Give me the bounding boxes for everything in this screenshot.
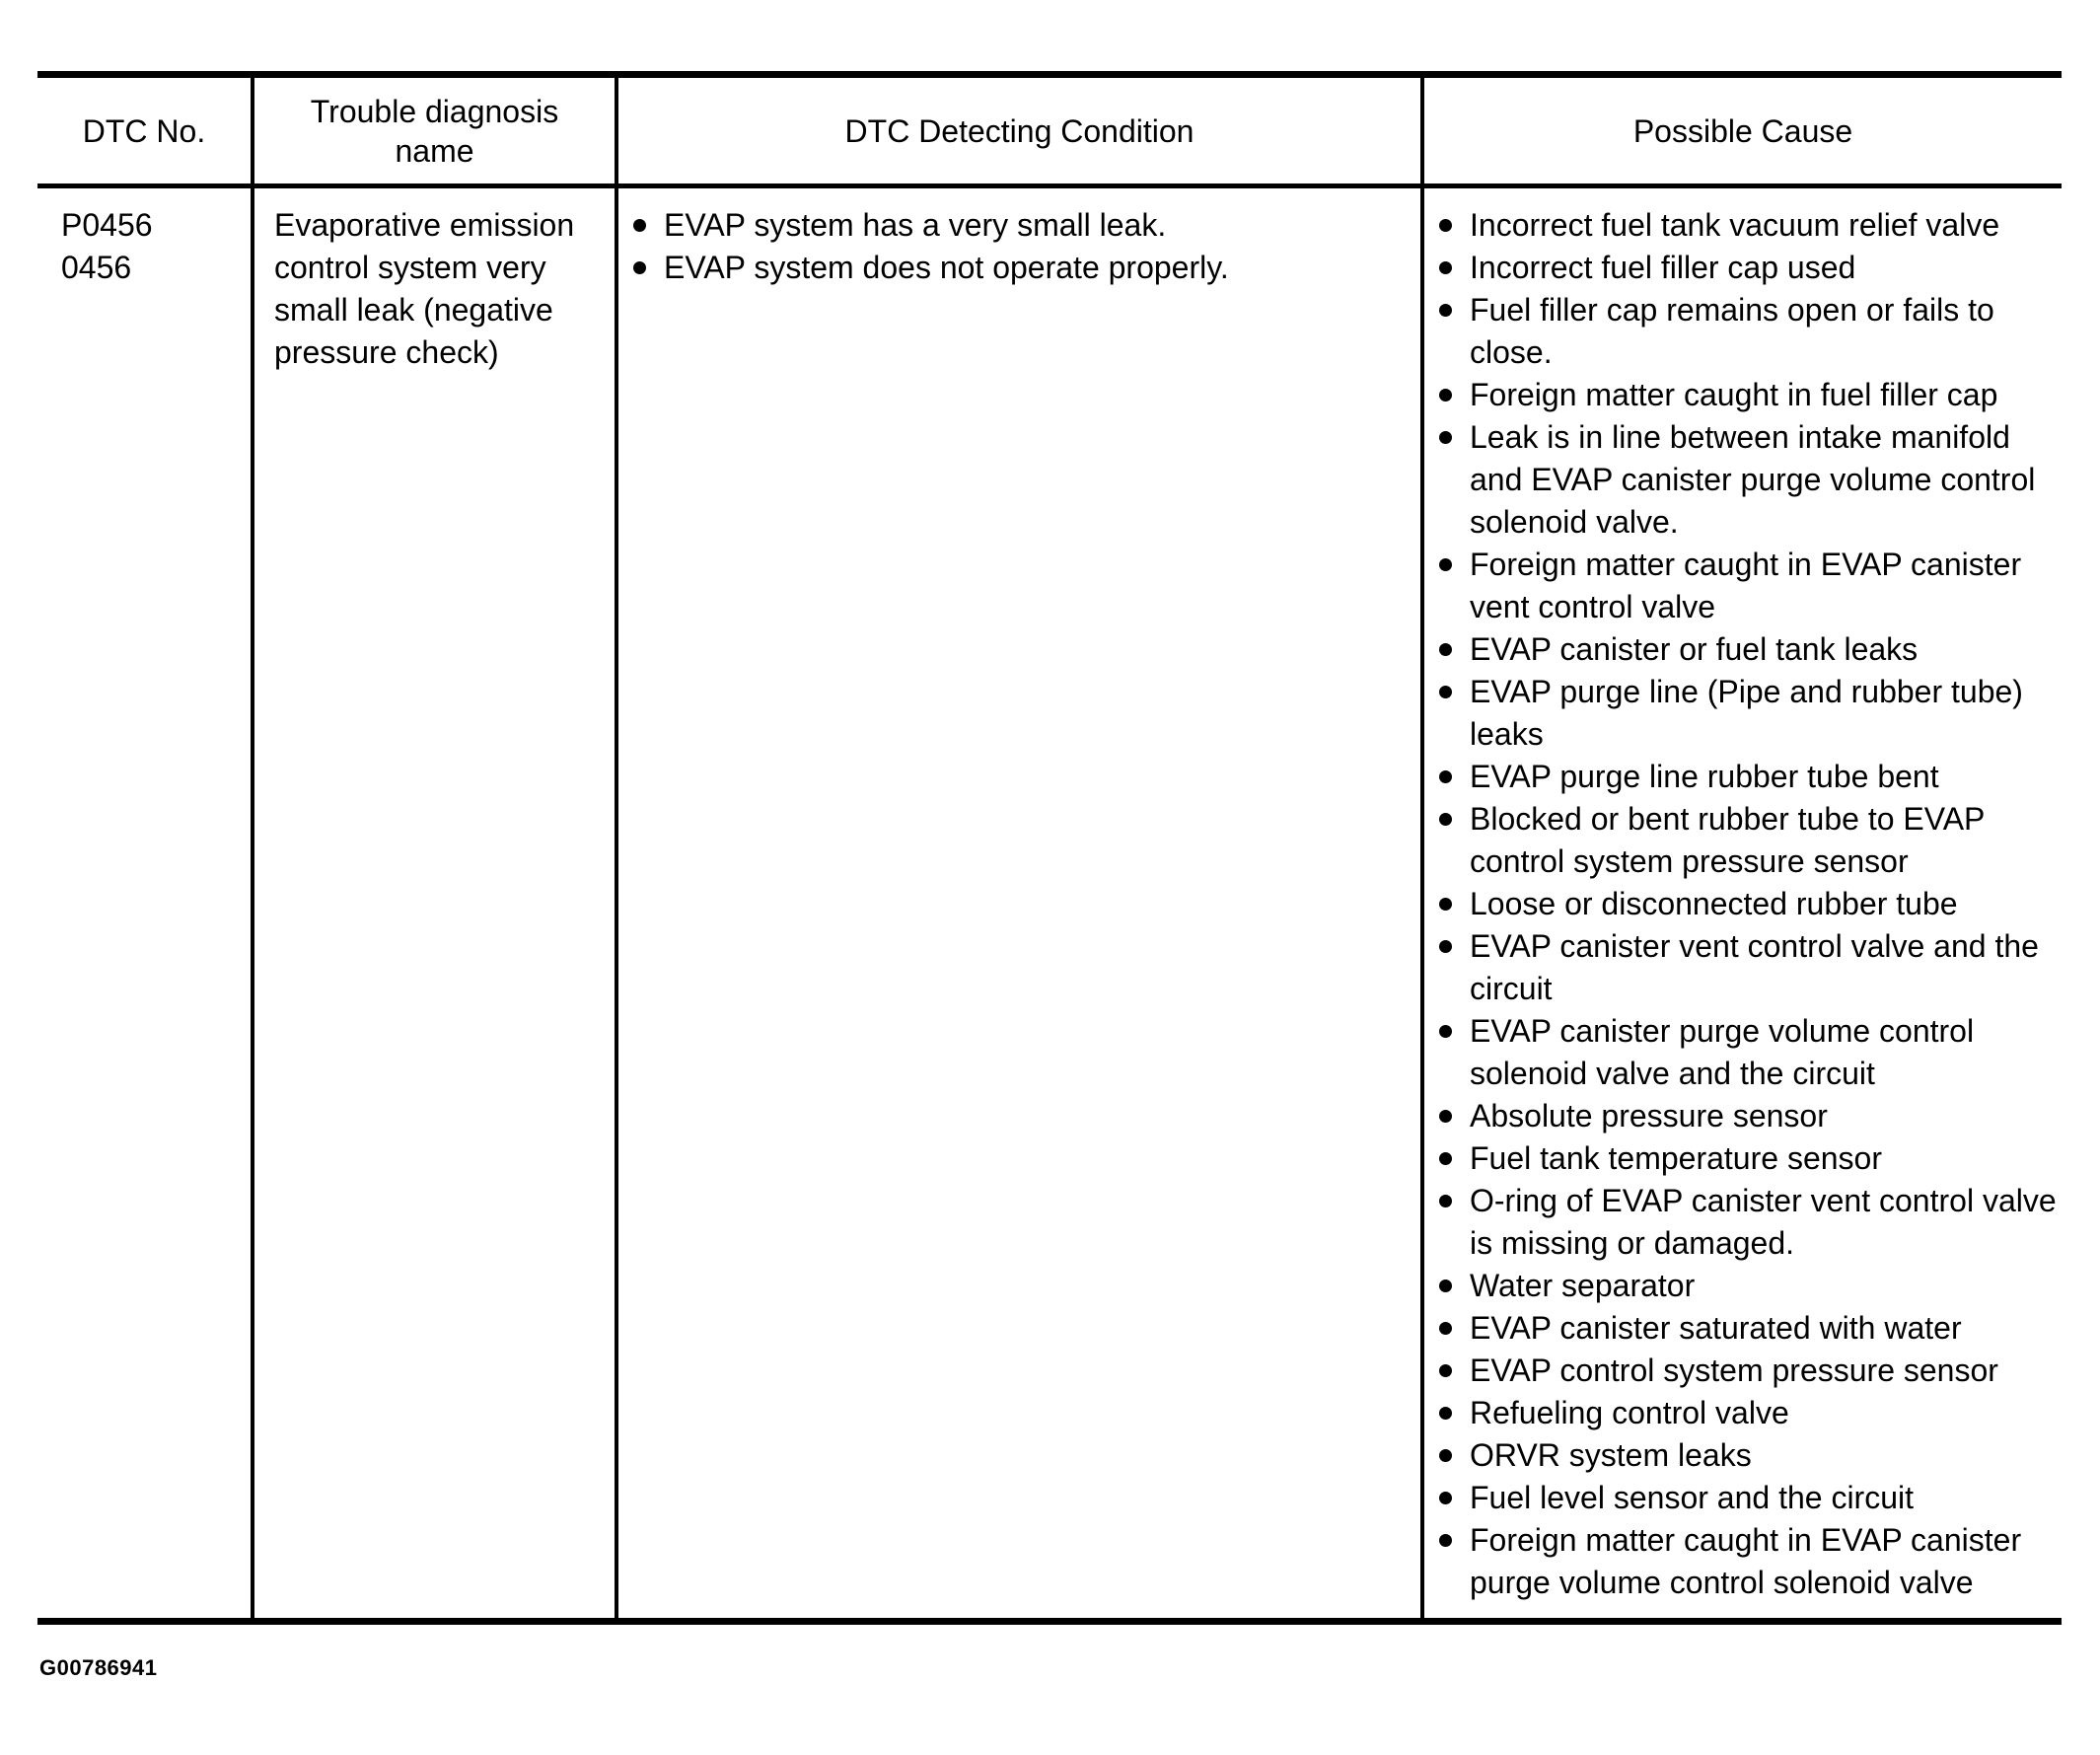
bullet-icon [1439,1534,1452,1547]
bullet-icon [1439,770,1452,783]
bullet-icon [1439,558,1452,571]
bullet-icon [1439,1280,1452,1292]
bullet-icon [1439,813,1452,826]
list-item [1424,1180,2062,1265]
list-item [1424,1137,2062,1180]
dtc-number: 0456 [61,250,132,285]
bullet-icon [1439,431,1452,444]
bullet-icon [1439,1110,1452,1123]
possible-cause-text: Foreign matter caught in fuel filler cap [1470,377,1998,412]
bullet-icon [1439,643,1452,656]
list-item [1424,416,2062,544]
bullet-icon [1439,389,1452,402]
bullet-icon [1439,1449,1452,1462]
dtc-table [37,71,2062,1625]
list-item [1424,1519,2062,1604]
column-header-label: DTC No. [82,112,206,149]
column-header-label: Trouble diagnosis name [310,93,559,169]
possible-cause-text: EVAP canister or fuel tank leaks [1470,631,1919,667]
possible-cause-text: Foreign matter caught in EVAP canister vent control valve [1470,547,2022,624]
list-item [1424,289,2062,374]
list-item [1424,925,2062,1010]
cell-dtc-numbers [37,188,254,1618]
possible-cause-text: EVAP canister saturated with water [1470,1310,1962,1346]
column-header-possible-cause [1424,78,2062,188]
list-item [1424,247,2062,289]
possible-cause-text: Leak is in line between intake manifold and EVAP canister purge volume control solenoid valve. [1470,419,2036,540]
bullet-icon [1439,261,1452,274]
possible-cause-text: Foreign matter caught in EVAP canister purge volume control solenoid valve [1470,1522,2022,1600]
cell-possible-causes [1424,188,2062,1618]
list-item [1424,671,2062,756]
possible-cause-text: O-ring of EVAP canister vent control valve is missing or damaged. [1470,1183,2057,1261]
possible-cause-text: Fuel tank temperature sensor [1470,1140,1882,1176]
figure-id: G00786941 [39,1655,158,1680]
column-header-label: Possible Cause [1632,112,1853,149]
list-item [1424,1434,2062,1477]
list-item [1424,374,2062,416]
trouble-diagnosis-name-text: Evaporative emission control system very small leak (negative pressure check) [274,207,575,370]
bullet-icon [1439,219,1452,232]
list-item [1424,204,2062,247]
dtc-number: P0456 [61,207,153,243]
bullet-icon [633,261,646,274]
detecting-condition-text: EVAP system has a very small leak. [664,207,1167,243]
cell-trouble-diagnosis-name [254,188,618,1618]
possible-cause-text: Incorrect fuel filler cap used [1470,250,1856,285]
possible-cause-text: EVAP purge line (Pipe and rubber tube) leaks [1470,674,2023,752]
possible-cause-text: Incorrect fuel tank vacuum relief valve [1470,207,2000,243]
bullet-icon [1439,1407,1452,1420]
bullet-icon [1439,1492,1452,1504]
possible-cause-text: EVAP canister purge volume control solenoid valve and the circuit [1470,1013,1975,1091]
list-item [1424,1350,2062,1392]
list-item [1424,1010,2062,1095]
list-item [618,204,1420,247]
list-item [618,247,1420,289]
list-item [1424,1095,2062,1137]
bullet-icon [1439,1364,1452,1377]
possible-cause-text: EVAP purge line rubber tube bent [1470,759,1939,794]
possible-cause-text: Fuel filler cap remains open or fails to close. [1470,292,1994,370]
bullet-icon [1439,1152,1452,1165]
list-item [1424,1307,2062,1350]
possible-cause-text: Absolute pressure sensor [1470,1098,1828,1133]
possible-cause-text: Refueling control valve [1470,1395,1789,1430]
bullet-icon [633,219,646,232]
column-header-trouble-diagnosis-name [254,78,618,188]
bullet-icon [1439,1322,1452,1335]
column-header-label: DTC Detecting Condition [844,112,1195,149]
list-item [1424,1477,2062,1519]
bullet-icon [1439,686,1452,698]
list-item [1424,1265,2062,1307]
bullet-icon [1439,1025,1452,1038]
bullet-icon [1439,304,1452,317]
possible-cause-text: EVAP control system pressure sensor [1470,1353,1998,1388]
possible-cause-text: Blocked or bent rubber tube to EVAP control system pressure sensor [1470,801,1985,879]
column-header-detecting-condition [618,78,1424,188]
list-item [1424,883,2062,925]
possible-cause-text: Fuel level sensor and the circuit [1470,1480,1914,1515]
detecting-condition-text: EVAP system does not operate properly. [664,250,1229,285]
possible-cause-text: ORVR system leaks [1470,1437,1752,1473]
bullet-icon [1439,940,1452,953]
possible-cause-text: Loose or disconnected rubber tube [1470,886,1958,921]
list-item [1424,798,2062,883]
list-item [1424,1392,2062,1434]
bullet-icon [1439,1195,1452,1207]
list-item [1424,756,2062,798]
list-item [1424,628,2062,671]
possible-cause-text: EVAP canister vent control valve and the circuit [1470,928,2039,1006]
possible-cause-text: Water separator [1470,1268,1696,1303]
bullet-icon [1439,898,1452,911]
cell-detecting-conditions [618,188,1424,1618]
list-item [1424,544,2062,628]
column-header-dtc-no [37,78,254,188]
